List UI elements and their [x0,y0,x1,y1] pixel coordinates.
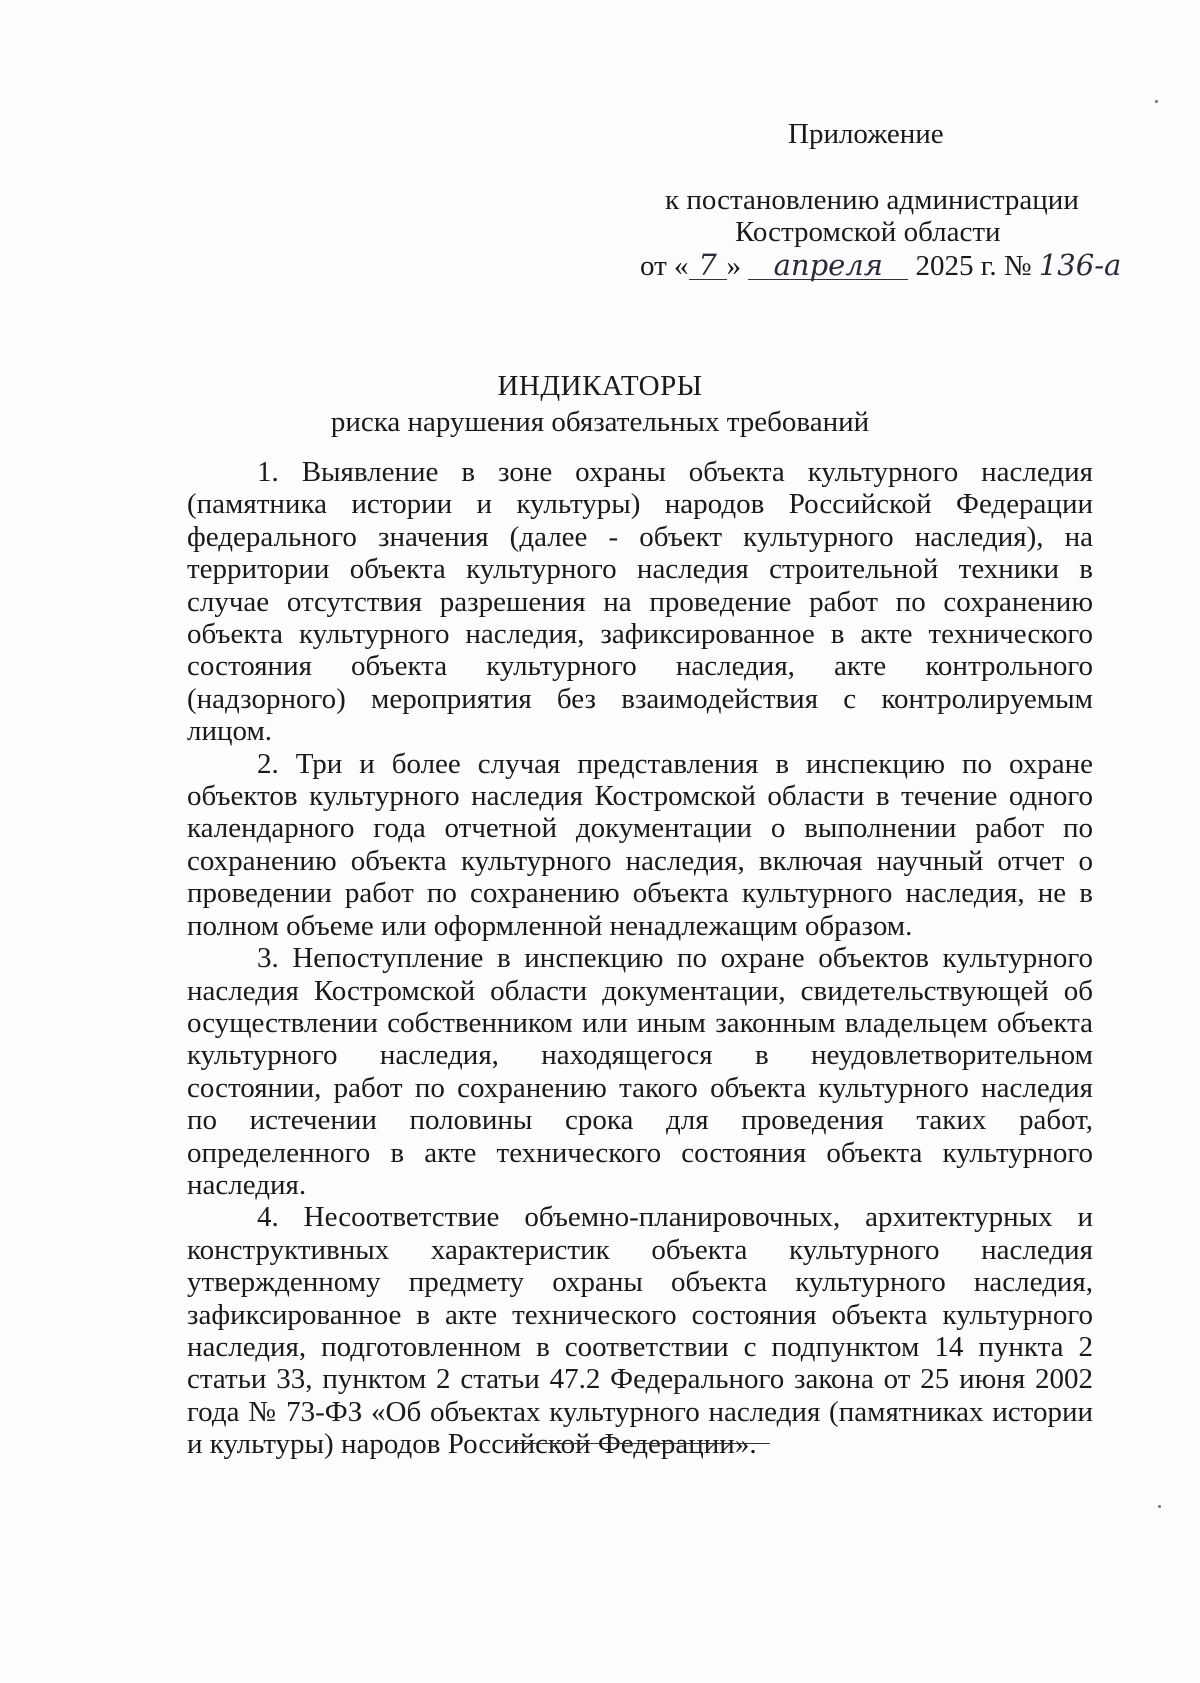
scan-speck [1155,100,1158,103]
indicator-item: 1. Выявление в зоне охраны объекта культурного наследия (памятника истории и культуры) народов Российской Федерации федерального значения (далее - объект культурного наследия), на территории объекта культурного наследия строительной техники в случае отсутствия разрешения на проведение работ по сохранению объекта культурного наследия, зафиксированное в акте технического состояния объекта культурного наследия, акте контрольного (надзорного) мероприятия без взаимодействия с контролируемым лицом. [187,456,1093,748]
handwritten-day: 7 [689,251,727,280]
scan-speck [1158,1505,1161,1508]
document-title: ИНДИКАТОРЫ [497,370,703,402]
region-name: Костромской области [735,216,1001,248]
date-year-number-label: 2025 г. № [915,250,1032,282]
handwritten-decree-number: 136-а [1038,248,1122,282]
handwritten-month: апреля [748,251,908,280]
date-prefix: от « [640,250,689,282]
indicator-item: 2. Три и более случая представления в инспекцию по охране объектов культурного наследия Костромской области в течение одного календарного года отчетной документации о выполнении работ по сохранению объекта культурного наследия, включая научный отчет о проведении работ по сохранению объекта культурного наследия, не в полном объеме или оформленной ненадлежащим образом. [187,747,1093,942]
closing-divider [513,1443,770,1444]
indicators-list [187,456,1093,1461]
indicator-item: 4. Несоответствие объемно-планировочных, архитектурных и конструктивных характеристик объекта культурного наследия утвержденному предмету охраны объекта культурного наследия, зафиксированное в акте технического состояния объекта культурного наследия, подготовленном в соответствии с подпунктом 14 пункта 2 статьи 33, пунктом 2 статьи 47.2 Федерального закона от 25 июня 2002 года № 73-ФЗ «Об объектах культурного наследия (памятниках истории и культуры) народов Российской Федерации». [187,1201,1093,1461]
decree-reference: к постановлению администрации [665,184,1079,216]
date-day-close: » [726,250,742,282]
document-subtitle: риска нарушения обязательных требований [330,406,870,438]
appendix-label: Приложение [788,118,944,150]
decree-date-line [640,250,1129,283]
indicator-item: 3. Непоступление в инспекцию по охране объектов культурного наследия Костромской области документации, свидетельствующей об осуществлении собственником или иным законным владельцем объекта культурного наследия, находящегося в неудовлетворительном состоянии, работ по сохранению такого объекта культурного наследия по истечении половины срока для проведения таких работ, определенного в акте технического состояния объекта культурного наследия. [187,942,1093,1201]
